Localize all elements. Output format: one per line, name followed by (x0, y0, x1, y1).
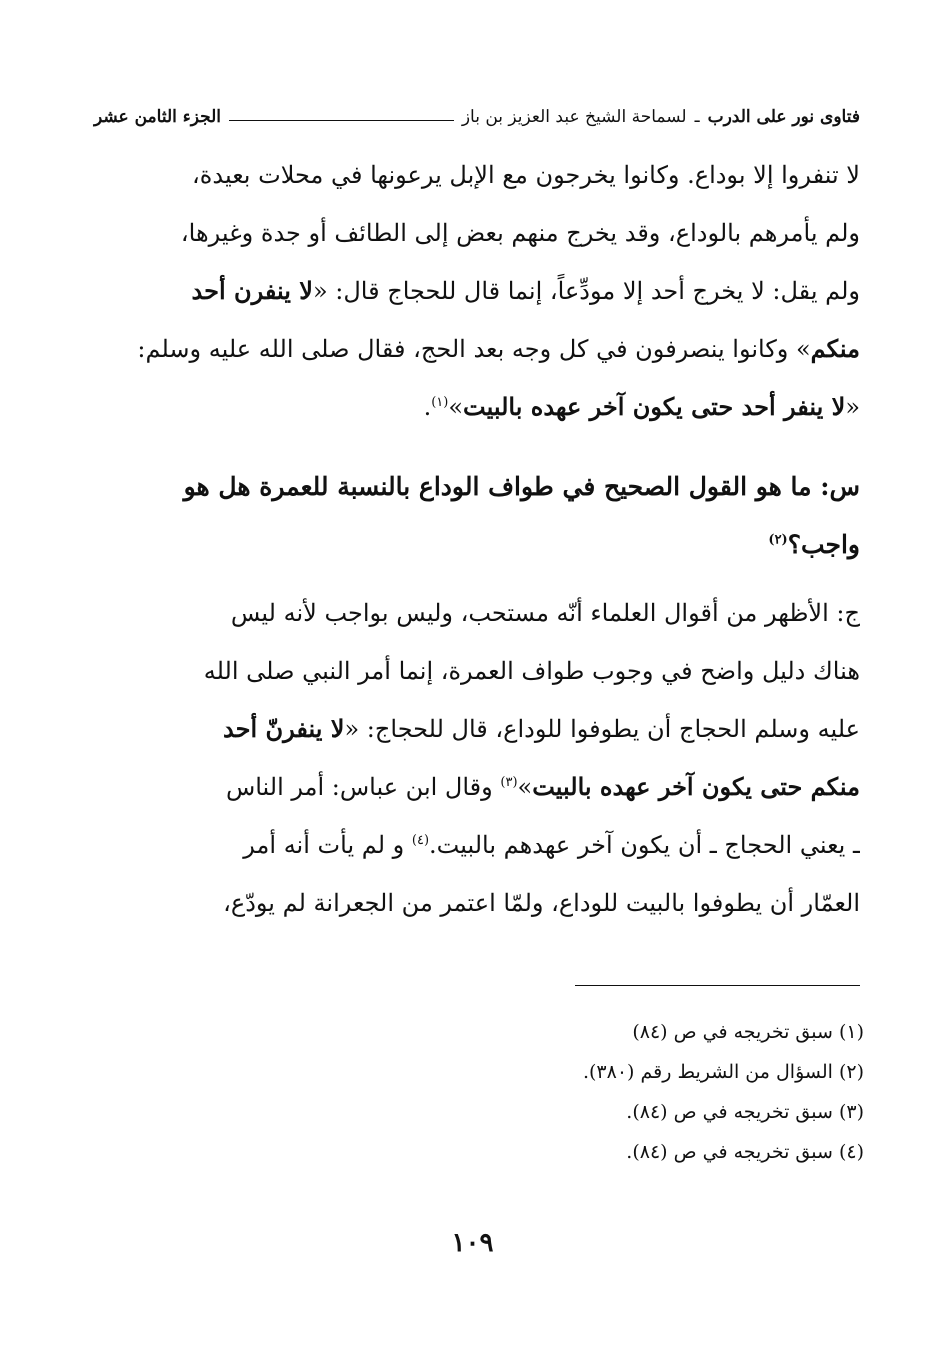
text-line (94, 700, 860, 758)
quote-mark: « (845, 393, 860, 421)
footnote-4: (٤) سبق تخريجه في ص (٨٤). (626, 1141, 864, 1163)
footnote-ref[interactable]: (١) (431, 395, 449, 410)
footnote-3: (٣) سبق تخريجه في ص (٨٤). (626, 1101, 864, 1123)
text-line: ج: الأظهر من أقوال العلماء أنّه مستحب، وليس بواجب لأنه ليس (230, 599, 860, 627)
text-run: و لم يأت أنه أمر (243, 831, 412, 859)
header-rule (229, 120, 454, 121)
text-line (94, 816, 860, 874)
footnote-divider (575, 985, 860, 986)
answer-block (94, 584, 860, 932)
text-line: لا تنفروا إلا بوداع. وكانوا يخرجون مع الإبل يرعونها في محلات بعيدة، (192, 161, 860, 189)
footnotes (94, 1012, 864, 1172)
footnote-ref[interactable]: (٢) (768, 532, 788, 548)
header-separator: ـ (694, 107, 700, 127)
hadith-quote: لا ينفر أحد حتى يكون آخر عهده بالبيت (463, 392, 846, 421)
text-run: » وكانوا ينصرفون في كل وجه بعد الحج، فقال صلى الله عليه وسلم: (137, 335, 811, 363)
text-run: عليه وسلم الحجاج أن يطوفوا للوداع، قال للحجاج: « (344, 715, 860, 743)
text-line (94, 758, 860, 816)
footnote-ref[interactable]: (٣) (500, 775, 518, 790)
volume-part: الجزء الثامن عشر (94, 107, 222, 127)
question-line (94, 516, 860, 574)
page-number: ١٠٩ (451, 1228, 494, 1258)
quote-mark: » (448, 393, 464, 421)
hadith-quote: منكم حتى يكون آخر عهده بالبيت (532, 772, 860, 801)
text-line: هناك دليل واضح في وجوب طواف العمرة، إنما أمر النبي صلى الله (203, 657, 860, 685)
text-run: . (423, 393, 432, 421)
text-line (94, 262, 860, 320)
quote-mark: » (517, 773, 533, 801)
text-line: ولم يأمرهم بالوداع، وقد يخرج منهم بعض إلى الطائف أو جدة وغيرها، (180, 219, 860, 247)
text-run: ولم يقل: لا يخرج أحد إلا مودِّعاً، إنما قال للحجاج قال: « (312, 277, 860, 305)
paragraph-continuation (94, 146, 860, 436)
hadith-quote: لا ينفرنّ أحد (223, 714, 345, 743)
hadith-quote: منكم (810, 334, 860, 363)
text-line: العمّار أن يطوفوا بالبيت للوداع، ولمّا اعتمر من الجعرانة لم يودّع، (223, 889, 860, 917)
running-header (94, 100, 860, 134)
footnote-2: (٢) السؤال من الشريط رقم (٣٨٠). (582, 1061, 864, 1083)
question-line: س: ما هو القول الصحيح في طواف الوداع بالنسبة للعمرة هل هو (183, 472, 860, 501)
text-run: وقال ابن عباس: أمر الناس (225, 773, 501, 801)
text-line (94, 378, 860, 436)
text-run: ـ يعني الحجاج ـ أن يكون آخر عهدهم بالبيت. (429, 831, 860, 859)
question-block (94, 458, 860, 574)
footnote-1: (١) سبق تخريجه في ص (٨٤) (632, 1021, 864, 1043)
author-name: لسماحة الشيخ عبد العزيز بن باز (461, 107, 687, 127)
book-title: فتاوى نور على الدرب (707, 107, 860, 127)
footnote-ref[interactable]: (٤) (411, 833, 430, 848)
question-text: واجب؟ (787, 530, 860, 559)
text-line (94, 320, 860, 378)
hadith-quote: لا ينفرن أحد (191, 276, 313, 305)
